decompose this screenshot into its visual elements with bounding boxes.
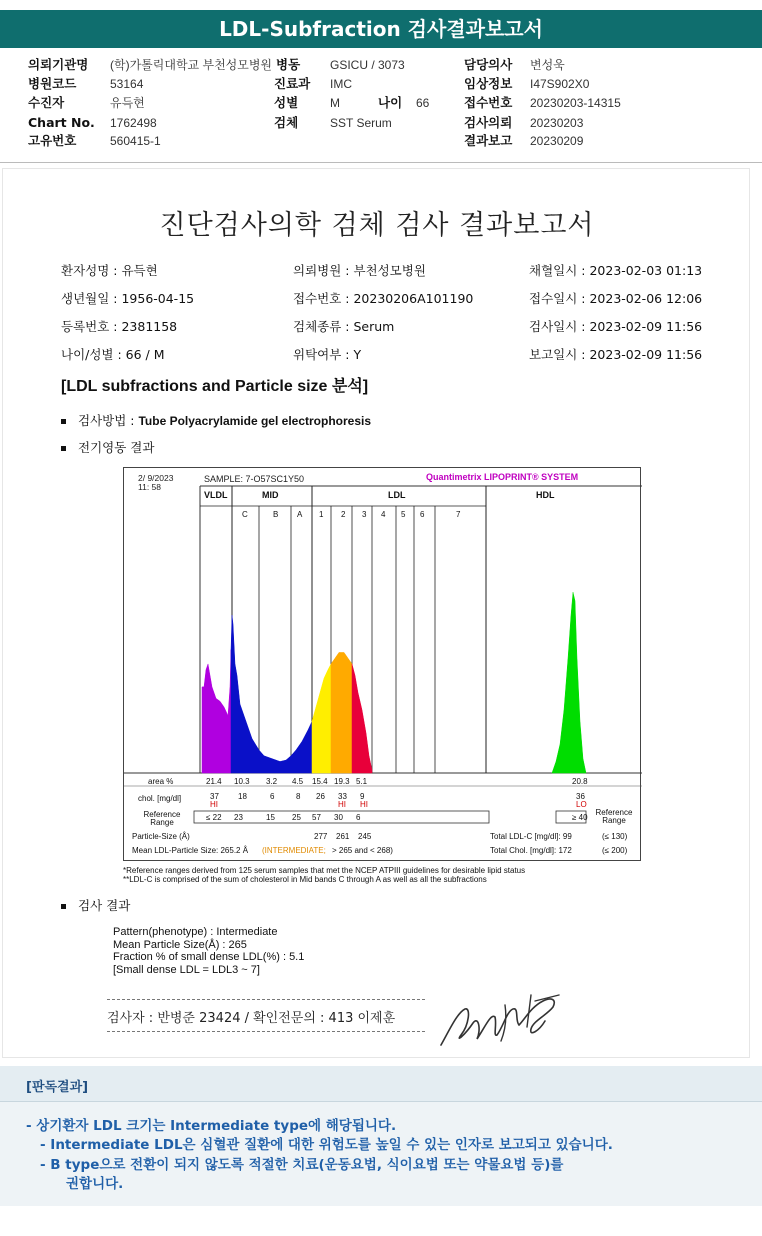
chol-value: 37 bbox=[210, 792, 219, 801]
dept-label: 진료과 bbox=[274, 76, 311, 91]
doctor-value: 변성욱 bbox=[530, 58, 565, 72]
dashed-divider bbox=[107, 1031, 425, 1032]
result-label: 검사 결과 bbox=[78, 898, 131, 913]
area-value: 19.3 bbox=[334, 777, 350, 786]
registration-no: 등록번호 : 2381158 bbox=[61, 319, 178, 334]
receipt-no: 접수번호 : 20230206A101190 bbox=[293, 291, 474, 306]
patient-name: 환자성명 : 유득현 bbox=[61, 263, 158, 278]
dashed-divider bbox=[107, 999, 425, 1000]
fraction-line: Fraction % of small dense LDL(%) : 5.1 bbox=[113, 951, 305, 963]
result-report-value: 20230209 bbox=[530, 134, 584, 148]
receipt-value: 20230203-14315 bbox=[530, 96, 621, 110]
signer-line: 검사자 : 반병준 23424 / 확인전문의 : 413 이제훈 bbox=[107, 1011, 396, 1026]
bullet-icon bbox=[61, 904, 66, 909]
band-label: 6 bbox=[420, 510, 425, 519]
reference-value: 6 bbox=[356, 813, 361, 822]
reference-value: 30 bbox=[334, 813, 343, 822]
request-value: 20230203 bbox=[530, 116, 584, 130]
chart-svg bbox=[124, 468, 642, 862]
result-bullet bbox=[61, 896, 130, 914]
verdict-line-4: 권합니다. bbox=[66, 1176, 124, 1192]
row-label-particle-size: Particle-Size (Å) bbox=[132, 832, 190, 841]
bullet-icon bbox=[61, 446, 66, 451]
footnote-2: **LDL-C is comprised of the sum of cholesterol in Mid bands C through A as well as all the subfractions bbox=[123, 875, 487, 884]
referring-hospital: 의뢰병원 : 부천성모병원 bbox=[293, 263, 426, 278]
chol-value: 6 bbox=[270, 792, 275, 801]
signature-image bbox=[435, 991, 565, 1053]
particle-size-value: 277 bbox=[314, 832, 328, 841]
chol-value: 9 bbox=[360, 792, 365, 801]
mean-particle-size: Mean LDL-Particle Size: 265.2 Å bbox=[132, 846, 249, 855]
row-label-reference: Reference Range bbox=[143, 810, 181, 827]
electrophoresis-chart bbox=[123, 467, 641, 861]
chol-flag: HI bbox=[360, 800, 368, 809]
mean-particle-class: (INTERMEDIATE; bbox=[262, 846, 326, 855]
pattern-line: Pattern(phenotype) : Intermediate bbox=[113, 926, 278, 938]
band-label: 4 bbox=[381, 510, 386, 519]
age-value: 66 bbox=[416, 96, 430, 110]
verdict-panel bbox=[0, 1066, 762, 1206]
chart-date-line: 2/ 9/2023 bbox=[138, 473, 174, 483]
chart-brand: Quantimetrix LIPOPRINT® SYSTEM bbox=[426, 472, 579, 482]
ldl3-area bbox=[352, 664, 372, 773]
dept-value: IMC bbox=[330, 77, 352, 91]
bullet-icon bbox=[61, 419, 66, 424]
request-label: 검사의뢰 bbox=[464, 115, 513, 130]
test-date: 검사일시 : 2023-02-09 11:56 bbox=[529, 319, 703, 334]
sex-label: 성별 bbox=[274, 95, 299, 110]
area-value: 3.2 bbox=[266, 777, 278, 786]
chol-flag: HI bbox=[210, 800, 218, 809]
band-label: 7 bbox=[456, 510, 461, 519]
examinee-label: 수진자 bbox=[28, 95, 65, 110]
group-label: LDL bbox=[388, 490, 406, 500]
group-label: HDL bbox=[536, 490, 555, 500]
reference-side-label: Reference Range bbox=[595, 808, 633, 825]
request-info bbox=[0, 54, 762, 154]
particle-size-value: 245 bbox=[358, 832, 372, 841]
reference-value: 15 bbox=[266, 813, 275, 822]
band-label: B bbox=[273, 510, 279, 519]
clinical-label: 임상정보 bbox=[464, 76, 513, 91]
band-label: 2 bbox=[341, 510, 346, 519]
examinee-value: 유득현 bbox=[110, 96, 145, 110]
footnote-1: *Reference ranges derived from 125 serum samples that met the NCEP ATPIII guidelines for desirable lipid status bbox=[123, 866, 526, 875]
outsourced: 위탁여부 : Y bbox=[293, 347, 362, 362]
unique-no-label: 고유번호 bbox=[28, 133, 77, 148]
receipt-date: 접수일시 : 2023-02-06 12:06 bbox=[529, 291, 703, 306]
method-label: 검사방법 : bbox=[78, 413, 135, 428]
row-label-chol: chol. [mg/dl] bbox=[138, 794, 182, 803]
particle-size-value: 261 bbox=[336, 832, 350, 841]
reference-value: ≤ 22 bbox=[206, 813, 222, 822]
reference-value: 23 bbox=[234, 813, 243, 822]
reference-value: ≥ 40 bbox=[572, 813, 588, 822]
doctor-label: 담당의사 bbox=[464, 57, 513, 72]
mid-area bbox=[231, 615, 312, 773]
band-label: 5 bbox=[401, 510, 406, 519]
collection-date: 채혈일시 : 2023-02-03 01:13 bbox=[529, 263, 703, 278]
verdict-line-1: - 상기환자 LDL 크기는 Intermediate type에 해당됩니다. bbox=[26, 1118, 397, 1134]
chart-sample: SAMPLE: 7-O57SC1Y50 bbox=[204, 474, 305, 484]
total-chol: Total Chol. [mg/dl]: 172 bbox=[490, 846, 572, 855]
hdl-area bbox=[552, 592, 586, 773]
verdict-line-2: - Intermediate LDL은 심혈관 질환에 대한 위험도를 높일 수 있는 인자로 보고되고 있습니다. bbox=[40, 1137, 613, 1153]
chol-flag: LO bbox=[576, 800, 587, 809]
area-value: 10.3 bbox=[234, 777, 250, 786]
electro-bullet bbox=[61, 438, 154, 456]
area-value: 20.8 bbox=[572, 777, 588, 786]
area-value: 15.4 bbox=[312, 777, 328, 786]
area-value: 5.1 bbox=[356, 777, 368, 786]
group-label: VLDL bbox=[204, 490, 228, 500]
total-chol-reference: (≤ 200) bbox=[602, 846, 628, 855]
band-label: C bbox=[242, 510, 248, 519]
row-label-area: area % bbox=[148, 777, 174, 786]
ldl2-area bbox=[331, 652, 352, 773]
institution-label: 의뢰기관명 bbox=[28, 57, 89, 72]
receipt-label: 접수번호 bbox=[464, 95, 513, 110]
age-label: 나이 bbox=[378, 95, 403, 110]
area-value: 4.5 bbox=[292, 777, 304, 786]
hospital-code-value: 53164 bbox=[110, 77, 144, 91]
ldl1-area bbox=[312, 664, 331, 773]
method-bullet bbox=[61, 411, 371, 429]
mean-size-line: Mean Particle Size(Å) : 265 bbox=[113, 938, 247, 951]
divider bbox=[0, 162, 762, 163]
reference-value: 57 bbox=[312, 813, 321, 822]
verdict-line-3: - B type으로 전환이 되지 않도록 적절한 치료(운동요법, 식이요법 또는 약물요법 등)를 bbox=[40, 1157, 564, 1173]
section-title: [LDL subfractions and Particle size 분석] bbox=[61, 378, 369, 395]
clinical-value: I47S902X0 bbox=[530, 77, 590, 91]
reference-value: 25 bbox=[292, 813, 301, 822]
scanned-report bbox=[2, 168, 750, 1058]
ward-label: 병동 bbox=[276, 57, 301, 72]
report-title: 진단검사의학 검체 검사 결과보고서 bbox=[159, 210, 595, 241]
chol-value: 33 bbox=[338, 792, 347, 801]
age-sex: 나이/성별 : 66 / M bbox=[61, 347, 165, 362]
chart-time-line: 11: 58 bbox=[138, 482, 162, 492]
result-lines bbox=[113, 926, 304, 976]
band-label: 1 bbox=[319, 510, 324, 519]
specimen-type: 검체종류 : Serum bbox=[293, 319, 395, 334]
verdict-header bbox=[0, 1066, 762, 1102]
chol-value: 26 bbox=[316, 792, 325, 801]
hospital-code-label: 병원코드 bbox=[28, 76, 77, 91]
verdict-heading: [판독결과] bbox=[26, 1080, 89, 1095]
band-label: 3 bbox=[362, 510, 367, 519]
group-label: MID bbox=[262, 490, 279, 500]
electro-label: 전기영동 결과 bbox=[78, 440, 155, 455]
report-header-title: LDL-Subfraction 검사결과보고서 bbox=[0, 10, 762, 48]
mean-particle-range: > 265 and < 268) bbox=[332, 846, 393, 855]
chol-flag: HI bbox=[338, 800, 346, 809]
total-ldl: Total LDL-C [mg/dl]: 99 bbox=[490, 832, 572, 841]
unique-no-value: 560415-1 bbox=[110, 134, 161, 148]
specimen-label: 검체 bbox=[274, 115, 299, 130]
institution-value: (학)가톨릭대학교 부천성모병원 bbox=[110, 58, 273, 72]
band-label: A bbox=[297, 510, 303, 519]
total-ldl-reference: (≤ 130) bbox=[602, 832, 628, 841]
area-value: 21.4 bbox=[206, 777, 222, 786]
ward-value: GSICU / 3073 bbox=[330, 58, 405, 72]
vldl-area bbox=[202, 650, 231, 773]
chart-no-label: Chart No. bbox=[28, 115, 95, 130]
chart-no-value: 1762498 bbox=[110, 116, 157, 130]
report-date: 보고일시 : 2023-02-09 11:56 bbox=[529, 347, 703, 362]
method-value: Tube Polyacrylamide gel electrophoresis bbox=[138, 414, 372, 428]
chol-value: 18 bbox=[238, 792, 247, 801]
result-report-label: 결과보고 bbox=[464, 133, 513, 148]
small-dense-line: [Small dense LDL = LDL3 ~ 7] bbox=[113, 963, 260, 976]
chol-value: 36 bbox=[576, 792, 585, 801]
chol-value: 8 bbox=[296, 792, 301, 801]
specimen-value: SST Serum bbox=[330, 116, 392, 130]
sex-value: M bbox=[330, 96, 340, 110]
birth-date: 생년월일 : 1956-04-15 bbox=[61, 291, 195, 306]
